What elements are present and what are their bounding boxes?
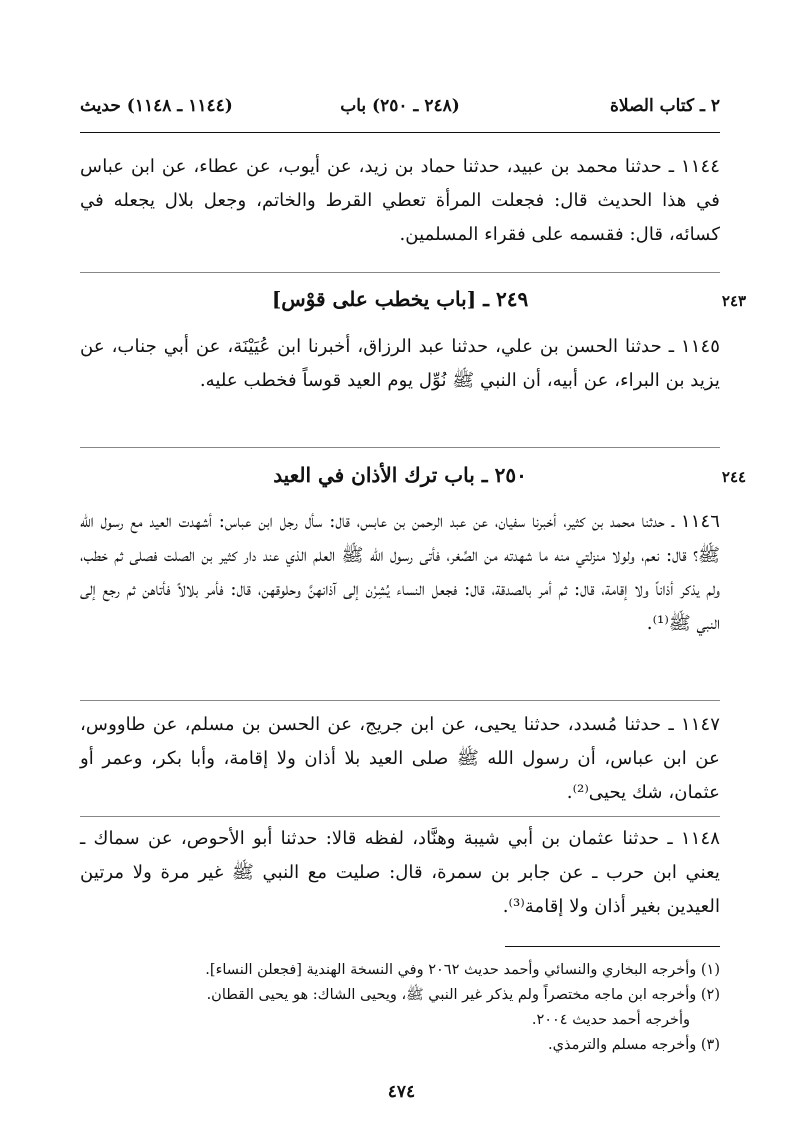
section-divider — [80, 272, 720, 273]
margin-number-243: ٢٤٣ — [721, 292, 747, 310]
footnotes — [80, 958, 720, 1058]
section-divider — [80, 447, 720, 448]
footnote-2-continued: وأخرجه أحمد حديث ٢٠٠٤. — [531, 1012, 690, 1028]
footnote-2: (٢) وأخرجه ابن ماجه مختصراً ولم يذكر غير النبي ﷺ، ويحيى الشاك: هو يحيى القطان. — [206, 987, 720, 1003]
hadith-1146: ١١٤٦ ـ حدثنا محمد بن كثير، أخبرنا سفيان، عن عبد الرحمن بن عابس، قال: سأل رجل ابن عباس: أشهدت العيد مع رسول الله ﷺ؟ قال: نعم، ولولا منزلتي منه ما شهدته من الصِّغر، فأتى رسول الله ﷺ العلم الذي عند دار كثير بن الصلت فصلى ثم خطب، ولم يذكر أذاناً ولا إقامة، قال: ثم أمر بالصدقة، قال: فجعل النساء يُشِرْن إلى آذانهنَّ وحلوقهن، قال: فأمر بلالاً فأتاهن ثم رجع إلى النبي ﷺ⁽¹⁾. — [80, 511, 720, 634]
footnote-rule — [505, 946, 720, 947]
page-number: ٤٧٤ — [387, 1082, 416, 1102]
footnote-3: (٣) وأخرجه مسلم والترمذي. — [548, 1037, 720, 1053]
header-book-title: ٢ ـ كتاب الصلاة — [610, 96, 720, 116]
footnote-1: (١) وأخرجه البخاري والنسائي وأحمد حديث ٢٠٦٢ وفي النسخة الهندية [فجعلن النساء]. — [205, 962, 720, 978]
chapter-heading-249: ٢٤٩ ـ [باب يخطب على قوْس] — [271, 287, 529, 311]
header-rule — [80, 132, 720, 133]
header-chapter-range: (٢٤٨ ـ ٢٥٠) باب — [340, 96, 460, 116]
hadith-1144: ١١٤٤ ـ حدثنا محمد بن عبيد، حدثنا حماد بن زيد، عن أيوب، عن عطاء، عن ابن عباس في هذا الحديث قال: فجعلت المرأة تعطي القرط والخاتم، وجعل بلال يجعله في كسائه، قال: فقسمه على فقراء المسلمين. — [80, 156, 720, 245]
running-header — [80, 96, 720, 126]
margin-number-244: ٢٤٤ — [721, 468, 747, 486]
hadith-1145: ١١٤٥ ـ حدثنا الحسن بن علي، حدثنا عبد الرزاق، أخبرنا ابن عُيَيْنَة، عن أبي جناب، عن يزيد بن البراء، عن أبيه، أن النبي ﷺ نُوِّل يوم العيد قوساً فخطب عليه. — [80, 336, 720, 391]
hadith-1148: ١١٤٨ ـ حدثنا عثمان بن أبي شيبة وهنَّاد، لفظه قالا: حدثنا أبو الأحوص، عن سماك ـ يعني ابن حرب ـ عن جابر بن سمرة، قال: صليت مع النبي ﷺ غير مرة ولا مرتين العيدين بغير أذان ولا إقامة⁽³⁾. — [80, 828, 720, 917]
section-divider — [80, 700, 720, 701]
section-divider — [80, 816, 720, 817]
hadith-1147: ١١٤٧ ـ حدثنا مُسدد، حدثنا يحيى، عن ابن جريج، عن الحسن بن مسلم، عن طاووس، عن ابن عباس، أن رسول الله ﷺ صلى العيد بلا أذان ولا إقامة، وأبا بكر، وعمر أو عثمان، شك يحيى⁽²⁾. — [80, 714, 720, 803]
header-hadith-range: (١١٤٤ ـ ١١٤٨) حديث — [80, 96, 233, 116]
chapter-heading-250: ٢٥٠ ـ باب ترك الأذان في العيد — [273, 463, 527, 487]
